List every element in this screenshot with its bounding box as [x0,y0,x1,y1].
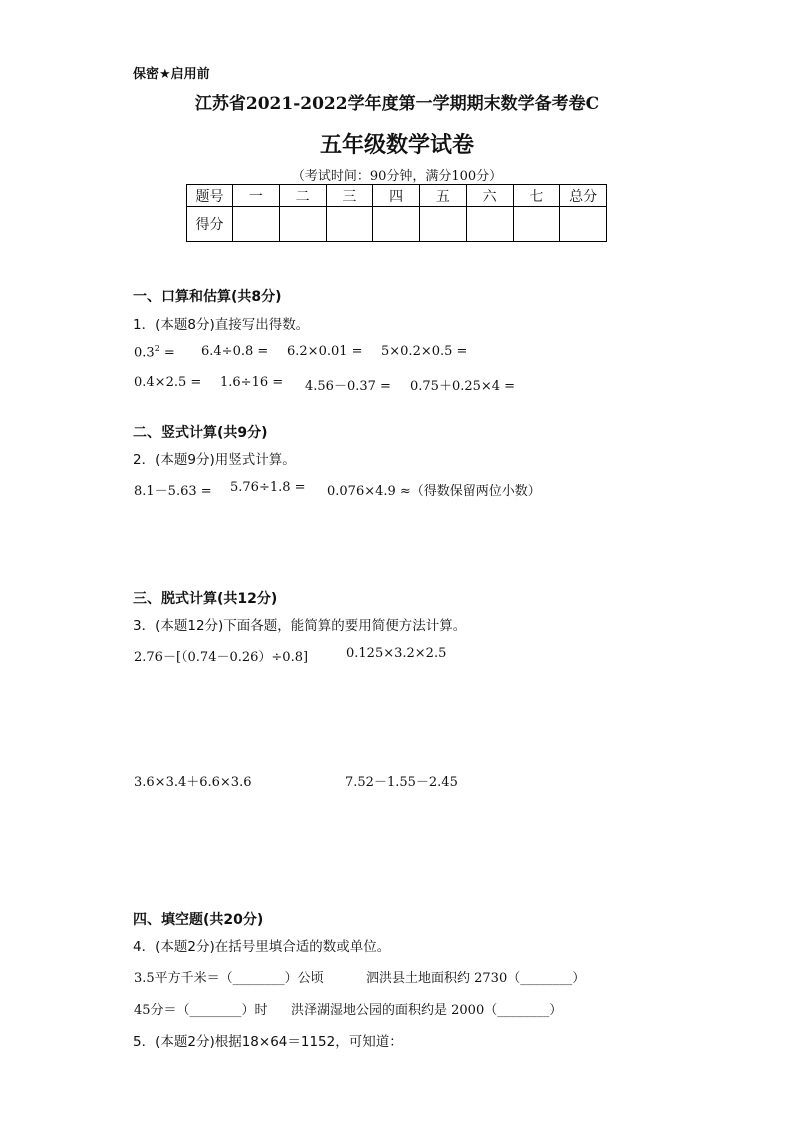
math-expression: 1.6÷16 = [220,375,284,390]
math-expression: 6.4÷0.8 = [201,344,269,359]
fill-blank-item: 3.5平方千米＝（________）公顷 [134,971,324,986]
question-3: 3．(本题12分)下面各题，能简算的要用简便方法计算。 [133,618,467,634]
math-expression: 5.76÷1.8 = [230,480,306,495]
score-table-cell: 四 [373,185,420,207]
question-4: 4．(本题2分)在括号里填合适的数或单位。 [133,939,391,955]
math-expression-base: 0.3 [134,345,155,361]
score-input-cell[interactable] [373,207,420,242]
math-expression: 4.56－0.37 = [305,379,391,394]
score-table-cell: 题号 [187,185,233,207]
score-table-cell: 总分 [560,185,607,207]
score-input-cell[interactable] [233,207,280,242]
fill-blank-item: 45分＝（________）时 [134,1003,268,1018]
question-5: 5．(本题2分)根据18×64＝1152，可知道： [133,1034,403,1050]
exam-subtitle: 五年级数学试卷 [319,133,474,158]
section-heading-3: 三、脱式计算(共12分) [133,591,278,607]
fill-blank-item: 洪泽湖湿地公园的面积约是 2000（________） [291,1003,563,1018]
score-table [186,184,607,242]
fill-blank-item: 泗洪县土地面积约 2730（________） [366,971,586,986]
math-expression: 6.2×0.01 = [287,344,363,359]
math-expression: 8.1－5.63 = [134,484,212,499]
exam-title: 江苏省2021-2022学年度第一学期期末数学备考卷C [194,94,600,114]
math-expression: 0.076×4.9 ≈（得数保留两位小数） [327,484,541,499]
score-input-cell[interactable] [279,207,326,242]
question-1: 1．(本题8分)直接写出得数。 [133,317,310,333]
score-input-cell[interactable] [326,207,373,242]
score-table-score-row [187,207,607,242]
score-input-cell[interactable] [466,207,513,242]
math-expression: 5×0.2×0.5 = [381,344,468,359]
question-2: 2．(本题9分)用竖式计算。 [133,452,296,468]
math-expression: 2.76－[（0.74－0.26）÷0.8] [134,650,309,665]
math-expression [134,344,175,360]
exam-info: （考试时间：90分钟，满分100分） [291,169,503,184]
math-expression: 0.125×3.2×2.5 [346,646,447,661]
score-table-cell: 七 [513,185,560,207]
math-expression: 0.75＋0.25×4 = [410,379,516,394]
score-table-cell: 二 [279,185,326,207]
score-input-cell[interactable] [420,207,467,242]
score-table-cell: 得分 [187,207,233,242]
section-heading-1: 一、口算和估算(共8分) [133,289,282,305]
section-heading-4: 四、填空题(共20分) [133,912,264,928]
score-input-cell[interactable] [560,207,607,242]
math-expression: 0.4×2.5 = [134,375,202,390]
score-table-cell: 一 [233,185,280,207]
score-table-cell: 五 [420,185,467,207]
score-table-cell: 六 [466,185,513,207]
math-exponent: 2 [154,344,160,353]
math-expression: 3.6×3.4＋6.6×3.6 [134,775,252,790]
score-table-cell: 三 [326,185,373,207]
section-heading-2: 二、竖式计算(共9分) [133,425,268,441]
score-input-cell[interactable] [513,207,560,242]
math-expression: 7.52－1.55－2.45 [345,775,458,790]
math-expression-rest: = [159,345,175,361]
score-table-header-row [187,185,607,207]
confidential-label: 保密★启用前 [133,67,210,82]
